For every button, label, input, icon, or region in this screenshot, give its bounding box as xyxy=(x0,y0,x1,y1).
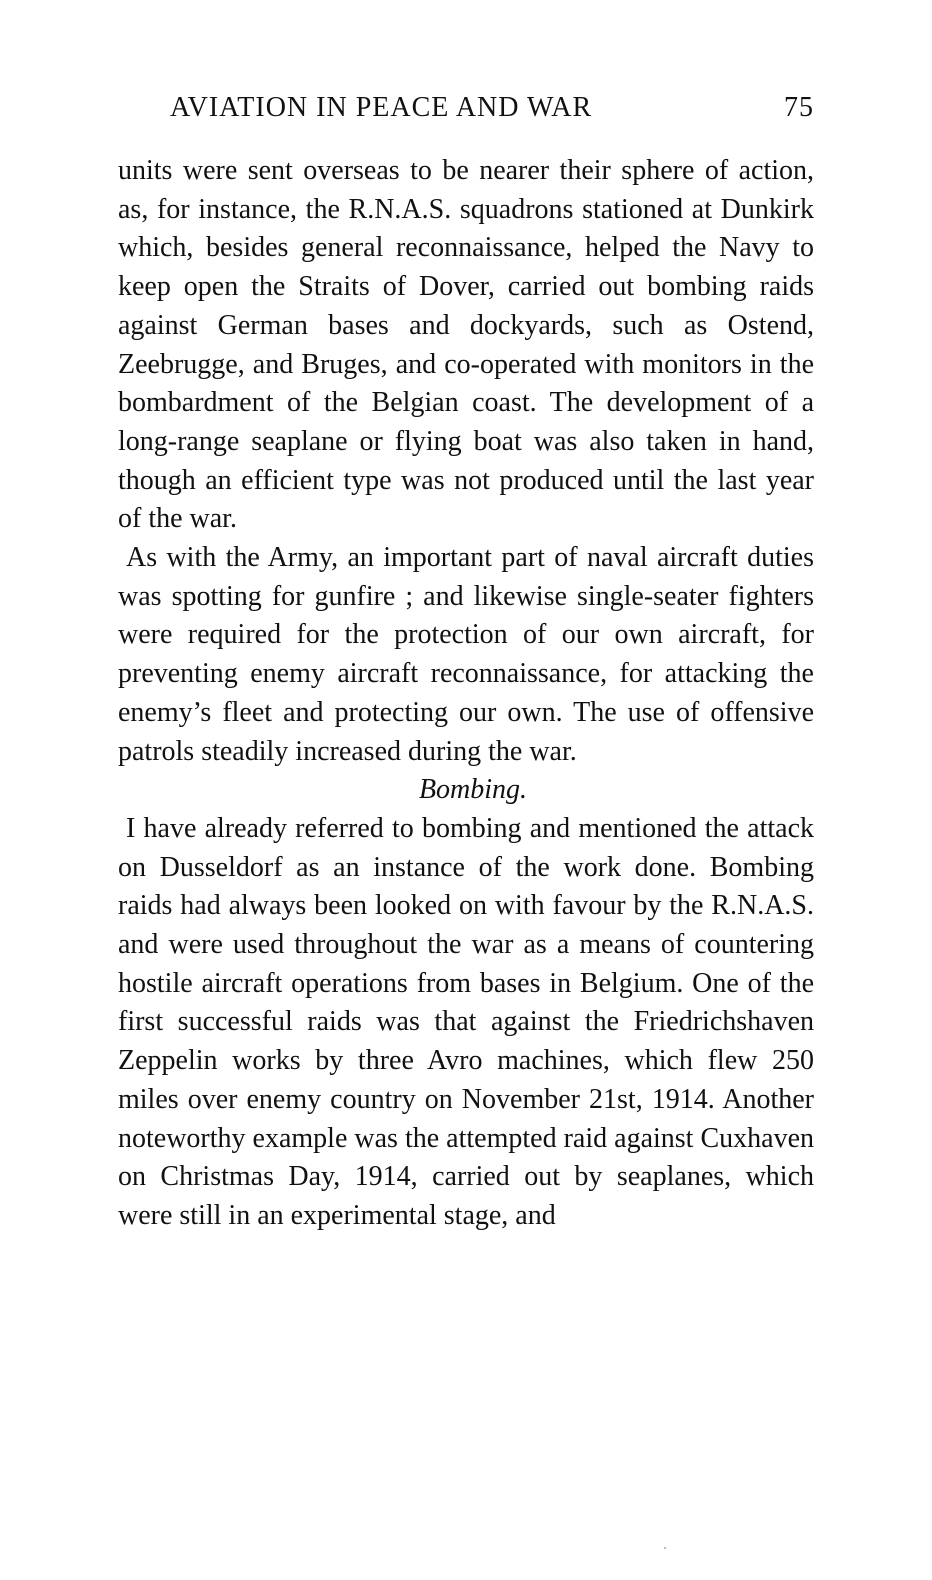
paragraph: units were sent overseas to be nearer their sphere of action, as, for instance, the R.N.A.S. squadrons stationed at Dunkirk which, besides general reconnaissance, helped the Navy to keep open the Straits of Dover, carried out bombing raids against German bases and dockyards, such as Ostend, Zeebrugge, and Bruges, and co-operated with monitors in the bombardment of the Belgian coast. The development of a long-range seaplane or flying boat was also taken in hand, though an efficient type was not produced until the last year of the war. xyxy=(118,155,814,535)
running-head xyxy=(118,92,814,132)
paragraph: I have already referred to bombing and mentioned the attack on Dusseldorf as an instance of the work done. Bombing raids had always been looked on with favour by the R.N.A.S. and were used throughout the war as a means of countering hostile aircraft operations from bases in Belgium. One of the first successful raids was that against the Friedrichshaven Zeppelin works by three Avro machines, which flew 250 miles over enemy country on November 21st, 1914. Another noteworthy example was the attempted raid against Cuxhaven on Christmas Day, 1914, carried out by seaplanes, which were still in an experimental stage, and xyxy=(118,812,814,1231)
page-number: 75 xyxy=(784,92,814,123)
running-title: AVIATION IN PEACE AND WAR xyxy=(170,92,593,123)
paragraph: As with the Army, an important part of naval aircraft duties was spotting for gunfire ; and likewise single-seater fighters were required for the protection of our own aircraft, for preventing enemy aircraft reconnaissance, for attacking the enemy’s fleet and protecting our own. The use of offensive patrols steadily increased during the war. xyxy=(118,542,814,767)
section-heading: Bombing. xyxy=(418,774,528,806)
body-text xyxy=(118,152,814,1236)
scan-speck xyxy=(664,1547,666,1549)
